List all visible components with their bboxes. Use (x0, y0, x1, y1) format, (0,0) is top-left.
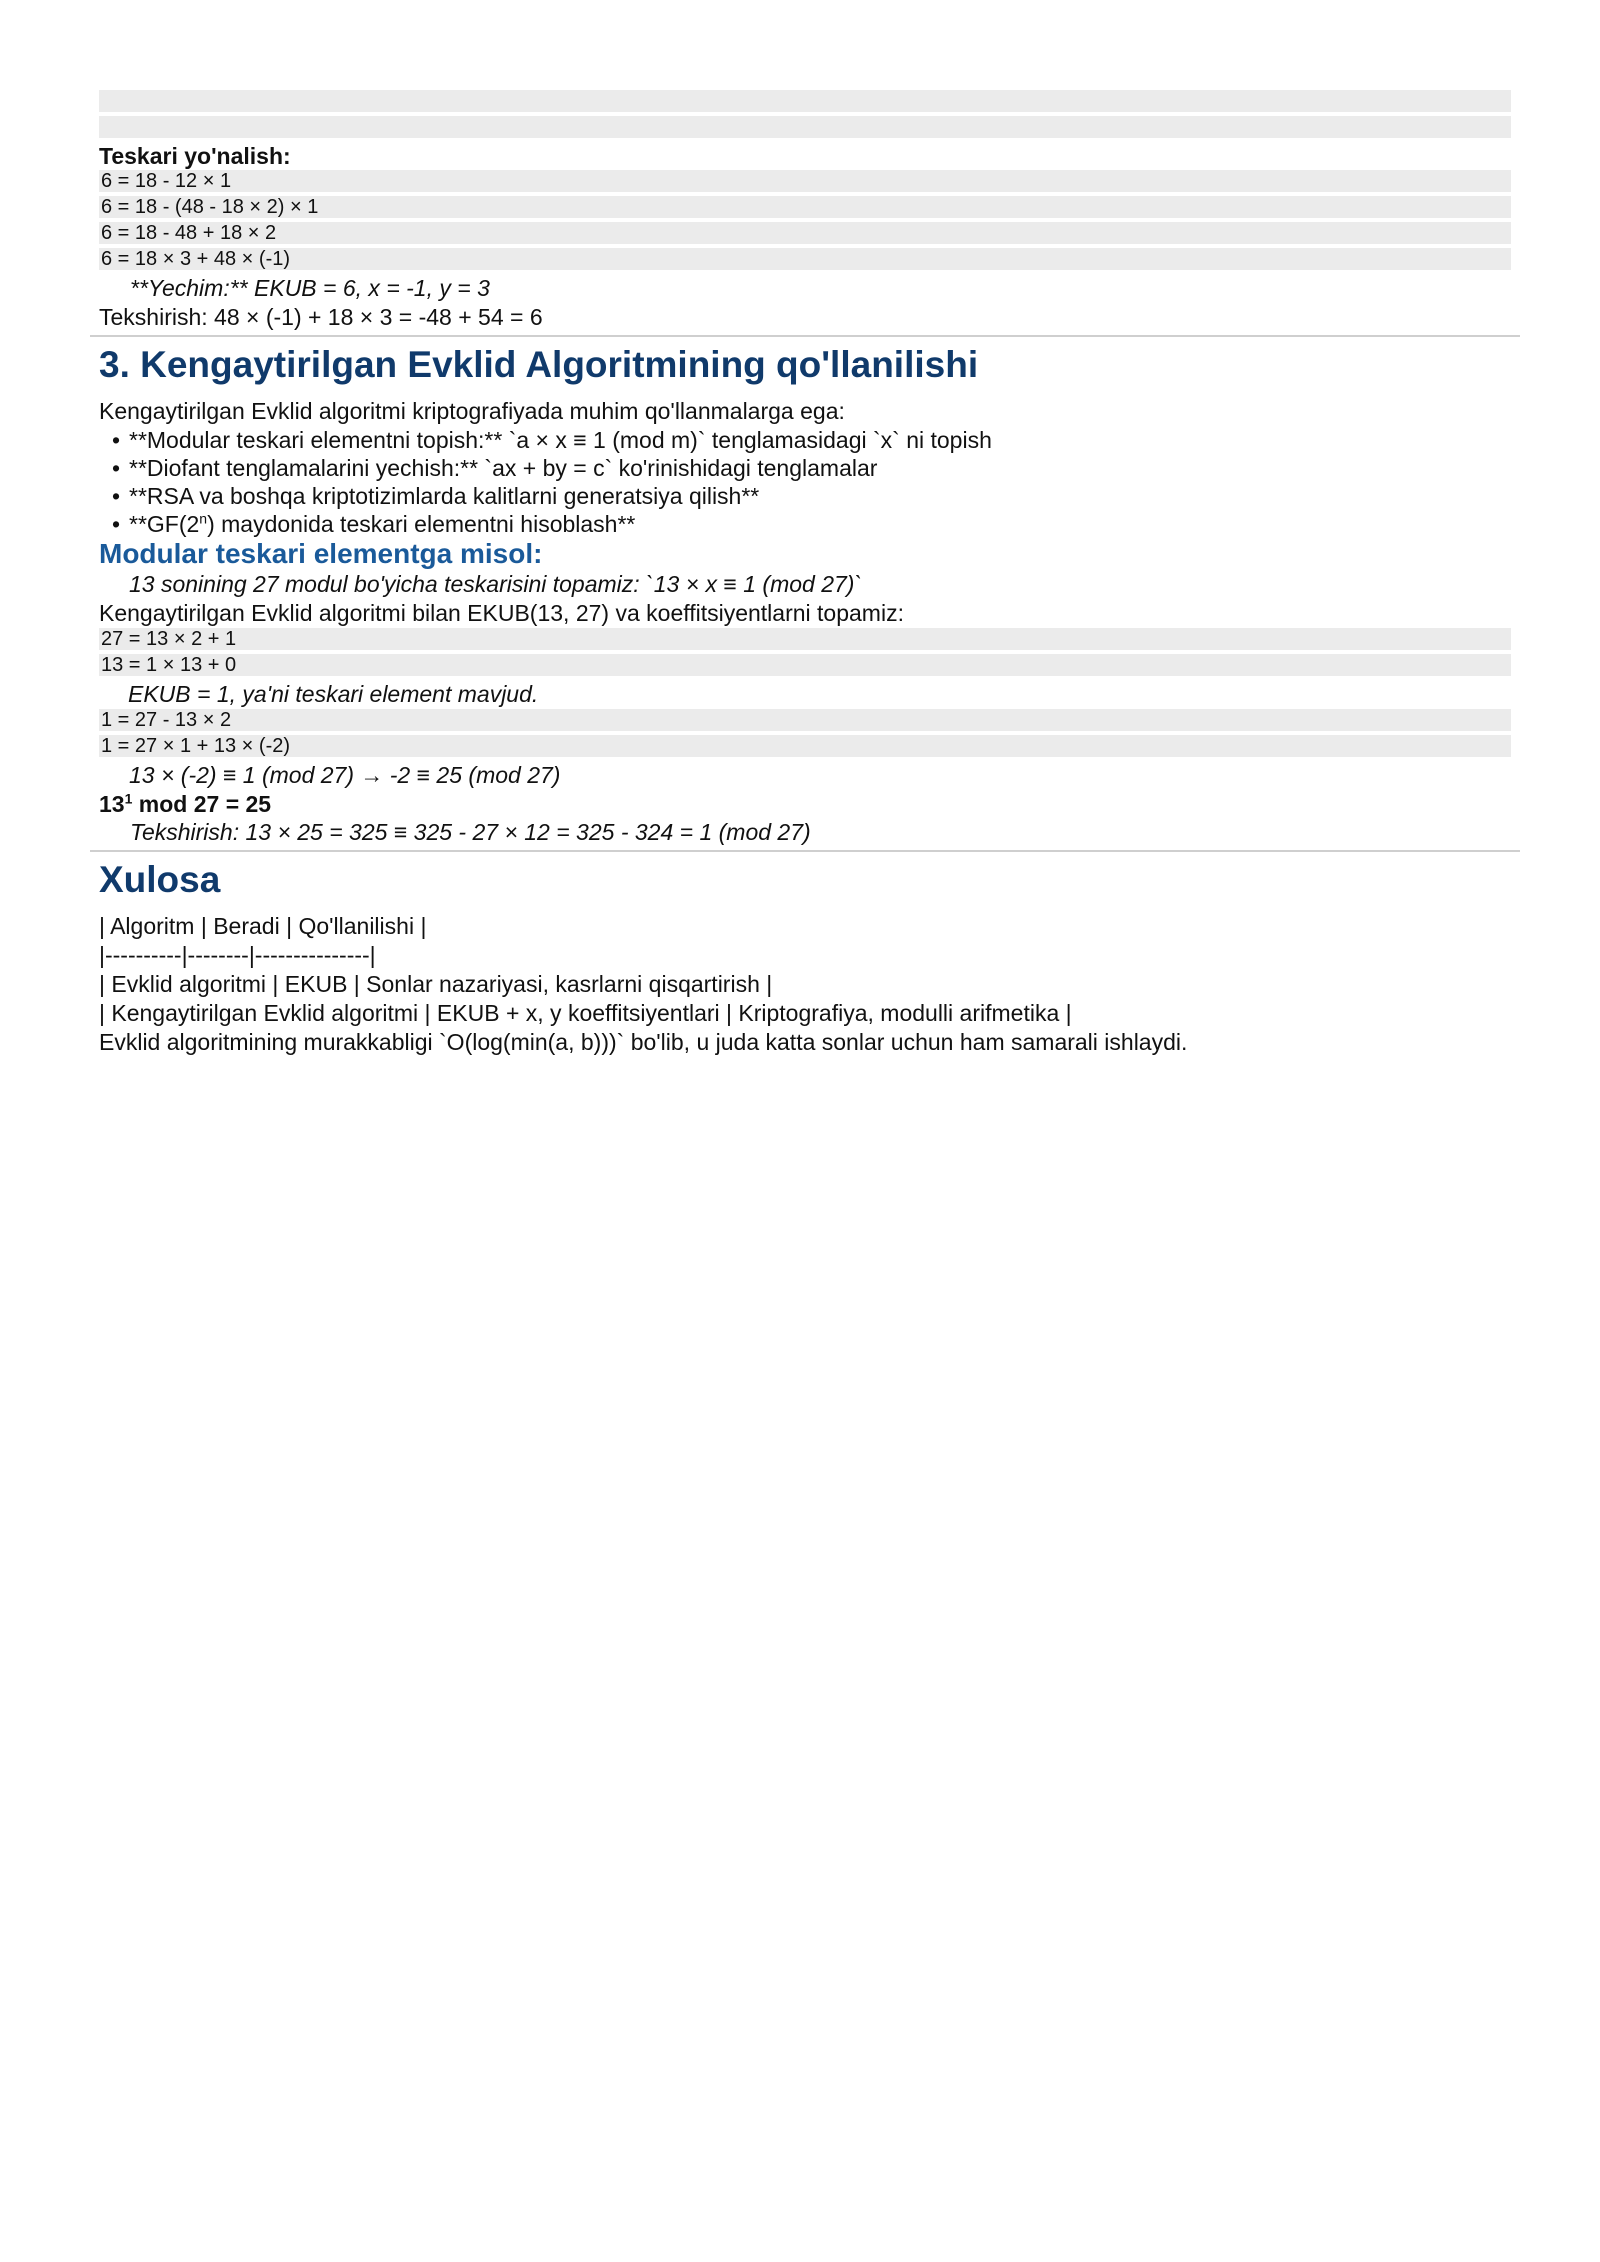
list-item-text: **GF(2 (129, 511, 200, 537)
conclusion-line: Evklid algoritmining murakkabligi `O(log(min(a, b)))` bo'lib, u juda katta sonlar uchun ham samarali ishlaydi. (99, 1029, 1188, 1055)
code-line: 13 = 1 × 13 + 0 (99, 654, 1511, 676)
code-line: 6 = 18 - 48 + 18 × 2 (99, 222, 1511, 244)
result-text: 13 (99, 791, 125, 817)
section-title: 3. Kengaytirilgan Evklid Algoritmining qo'llanilishi (99, 344, 979, 385)
list-item (112, 510, 1511, 538)
bullet-icon: • (112, 511, 121, 537)
superscript: 1 (124, 790, 133, 807)
code-line: 6 = 18 × 3 + 48 × (-1) (99, 248, 1511, 270)
result-text: mod 27 = 25 (132, 791, 272, 817)
code-line: 1 = 27 - 13 × 2 (99, 709, 1511, 731)
note-line: EKUB = 1, ya'ni teskari element mavjud. (128, 681, 539, 707)
conclusion-title: Xulosa (99, 859, 221, 900)
verify-line: Tekshirish: 13 × 25 = 325 ≡ 325 - 27 × 12 = 325 - 324 = 1 (mod 27) (130, 819, 811, 845)
superscript: n (199, 510, 208, 527)
conclusion-line: | Evklid algoritmi | EKUB | Sonlar nazariyasi, kasrlarni qisqartirish | (99, 971, 773, 997)
divider (90, 335, 1520, 337)
document-page (99, 90, 1511, 1057)
list-item-text: **Diofant tenglamalarini yechish:** `ax + by = c` ko'rinishidagi tenglamalar (129, 455, 878, 481)
code-line: 27 = 13 × 2 + 1 (99, 628, 1511, 650)
result-line (99, 790, 1511, 818)
bullet-icon: • (112, 455, 121, 481)
task-line: 13 sonining 27 modul bo'yicha teskarisini topamiz: `13 × x ≡ 1 (mod 27)` (129, 571, 863, 597)
bullet-icon: • (112, 483, 121, 509)
bullet-list (99, 426, 1511, 538)
section-intro: Kengaytirilgan Evklid algoritmi kriptografiyada muhim qo'llanmalarga ega: (99, 398, 845, 424)
conclusion-line: | Kengaytirilgan Evklid algoritmi | EKUB + x, y koeffitsiyentlari | Kriptografiya, modulli arifmetika | (99, 1000, 1072, 1026)
divider (90, 850, 1520, 852)
code-line: 6 = 18 - (48 - 18 × 2) × 1 (99, 196, 1511, 218)
method-intro: Kengaytirilgan Evklid algoritmi bilan EKUB(13, 27) va koeffitsiyentlarni topamiz: (99, 600, 904, 626)
code-line: 1 = 27 × 1 + 13 × (-2) (99, 735, 1511, 757)
list-item-text: **RSA va boshqa kriptotizimlarda kalitlarni generatsiya qilish** (129, 483, 760, 509)
list-item (112, 454, 1511, 482)
list-item (112, 426, 1511, 454)
congruence-line: 13 × (-2) ≡ 1 (mod 27) → -2 ≡ 25 (mod 27) (129, 762, 561, 788)
code-line (99, 116, 1511, 138)
conclusion-line: | Algoritm | Beradi | Qo'llanilishi | (99, 913, 427, 939)
reverse-heading: Teskari yo'nalish: (99, 143, 291, 169)
code-line (99, 90, 1511, 112)
check-line: Tekshirish: 48 × (-1) + 18 × 3 = -48 + 54 = 6 (99, 304, 543, 330)
subsection-title: Modular teskari elementga misol: (99, 538, 543, 569)
list-item-text: **Modular teskari elementni topish:** `a × x ≡ 1 (mod m)` tenglamasidagi `x` ni topish (129, 427, 992, 453)
bullet-icon: • (112, 427, 121, 453)
solution-line: **Yechim:** EKUB = 6, x = -1, y = 3 (130, 275, 490, 301)
conclusion-line: |----------|--------|---------------| (99, 942, 376, 968)
list-item (112, 482, 1511, 510)
code-line: 6 = 18 - 12 × 1 (99, 170, 1511, 192)
list-item-text: ) maydonida teskari elementni hisoblash** (207, 511, 636, 537)
